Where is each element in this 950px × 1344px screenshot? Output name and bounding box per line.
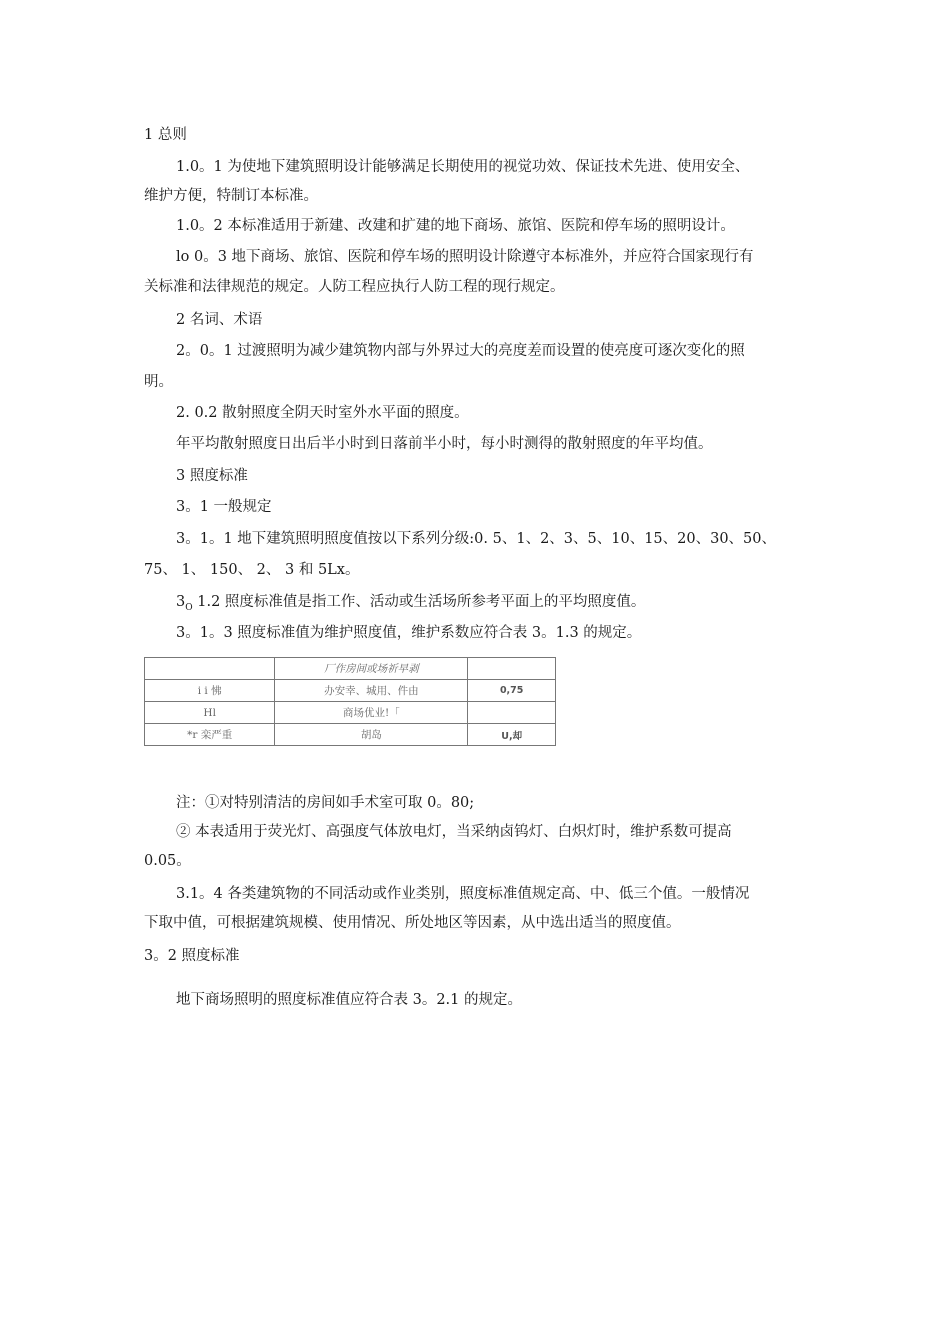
clause-3-1-4-cont: 下取中值，可根据建筑规模、使用情况、所处地区等因素，从中选出适当的照度值。: [144, 915, 681, 931]
clause-3-1-1-cont: 75、 1、 150、 2、 3 和 5Lx。: [144, 562, 360, 578]
table-cell: 0,75: [468, 680, 556, 702]
clause-1-0-2: 1.0。2 本标准适用于新建、改建和扩建的地下商场、旅馆、医院和停车场的照明设计。: [176, 218, 735, 234]
heading-3-2: 3。2 照度标准: [144, 948, 240, 964]
table-cell: [468, 658, 556, 680]
table-cell: *r 栾严重: [145, 724, 275, 746]
clause-3-1-2-prefix: 3: [176, 594, 186, 610]
table-cell: [145, 658, 275, 680]
note-1: 注：①对特别清洁的房间如手术室可取 0。80;: [176, 795, 475, 811]
clause-1-0-1-cont: 维护方便，特制订本标准。: [144, 188, 318, 204]
clause-2-0-3: 年平均散射照度日出后半小时到日落前半小时，每小时测得的散射照度的年平均值。: [176, 436, 713, 452]
clause-2-0-1-cont: 明。: [144, 374, 173, 390]
table-row: [145, 702, 556, 724]
table-cell: 胡岛: [275, 724, 468, 746]
heading-3: 3 照度标准: [176, 468, 248, 484]
table-cell: Hl: [145, 702, 275, 724]
table-cell: 厂作房间或场祈早剥: [275, 658, 468, 680]
table-cell: [468, 702, 556, 724]
table-row: [145, 724, 556, 746]
note-2: ② 本表适用于荧光灯、高强度气体放电灯，当采纳卤钨灯、白炽灯时，维护系数可提高: [176, 824, 732, 840]
heading-1: 1 总则: [144, 127, 187, 143]
clause-3-1-1: 3。1。1 地下建筑照明照度值按以下系列分级:0. 5、1、2、3、5、10、15、20、30、50、: [176, 531, 776, 547]
clause-1-0-1: 1.0。1 为使地下建筑照明设计能够满足长期使用的视觉功效、保证技术先进、使用安全、: [176, 159, 750, 175]
table-cell: 商场优业!「: [275, 702, 468, 724]
table-cell: U,却: [468, 724, 556, 746]
table-row: [145, 680, 556, 702]
note-2-cont: 0.05。: [144, 853, 191, 869]
table-row: [145, 658, 556, 680]
table-cell: i i 怫: [145, 680, 275, 702]
table-cell: 办安幸、城用、件由: [275, 680, 468, 702]
heading-3-1: 3。1 一般规定: [176, 499, 272, 515]
clause-3-2-1: 地下商场照明的照度标准值应符合表 3。2.1 的规定。: [176, 992, 523, 1008]
clause-1-0-3: lo 0。3 地下商场、旅馆、医院和停车场的照明设计除遵守本标准外，并应符合国家现行有: [176, 249, 754, 265]
clause-3-1-3: 3。1。3 照度标准值为维护照度值，维护系数应符合表 3。1.3 的规定。: [176, 625, 642, 641]
maintenance-factor-table: [144, 657, 556, 746]
clause-3-1-2: [176, 592, 808, 618]
clause-3-1-2-sub: O: [185, 602, 193, 613]
clause-2-0-2: 2. 0.2 散射照度全阴天时室外水平面的照度。: [176, 405, 469, 421]
clause-1-0-3-cont: 关标准和法律规范的规定。人防工程应执行人防工程的现行规定。: [144, 279, 565, 295]
clause-2-0-1: 2。0。1 过渡照明为减少建筑物内部与外界过大的亮度差而设置的使亮度可逐次变化的照: [176, 343, 745, 359]
clause-3-1-2-text: 1.2 照度标准值是指工作、活动或生活场所参考平面上的平均照度值。: [192, 594, 646, 610]
clause-3-1-4: 3.1。4 各类建筑物的不同活动或作业类别，照度标准值规定高、中、低三个值。一般情况: [176, 886, 750, 902]
heading-2: 2 名词、术语: [176, 312, 263, 328]
